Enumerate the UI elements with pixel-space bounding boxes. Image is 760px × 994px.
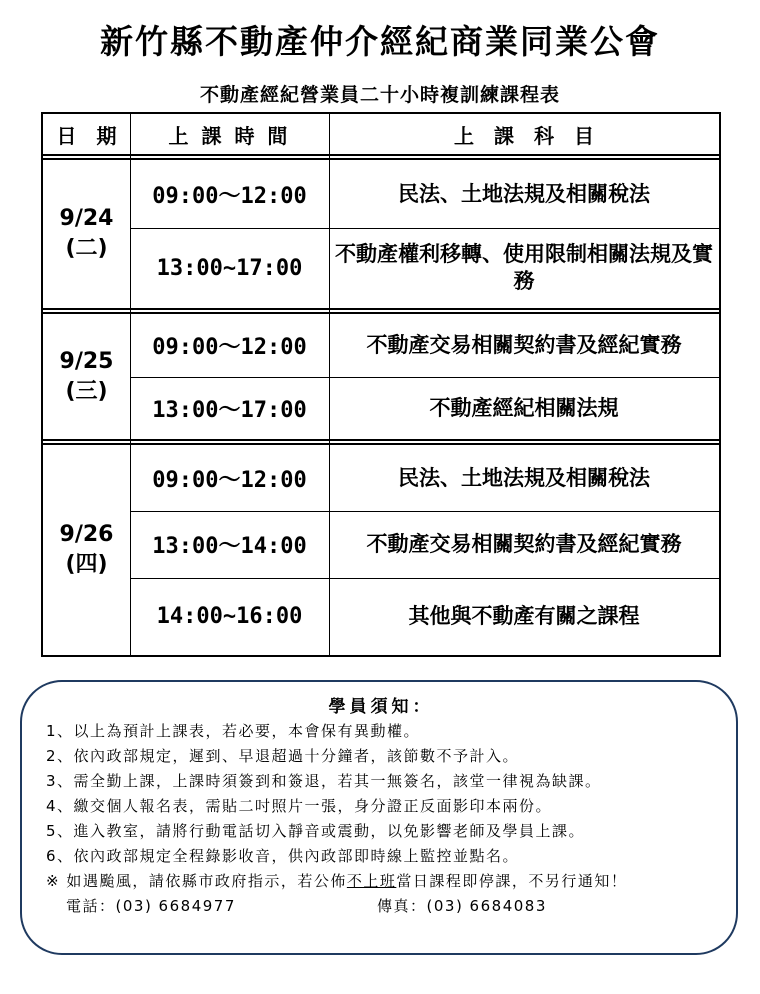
- column-divider: [130, 114, 131, 655]
- weekday-value: (三): [65, 378, 108, 404]
- notice-item: 3、需全勤上課，上課時須簽到和簽退，若其一無簽名，該堂一律視為缺課。: [46, 772, 602, 790]
- session-subject: 不動產經紀相關法規: [429, 395, 619, 420]
- typhoon-underlined: 不上班: [346, 872, 397, 890]
- date-value: 9/25: [59, 348, 114, 374]
- notice-item: 5、進入教室，請將行動電話切入靜音或震動，以免影響老師及學員上課。: [46, 822, 586, 840]
- weekday-value: (二): [65, 236, 108, 261]
- student-notice-box: [20, 680, 738, 955]
- date-cell: [43, 445, 130, 655]
- header-date: 日 期: [56, 123, 117, 148]
- page-title: 新竹縣不動產仲介經紀商業同業公會: [100, 22, 660, 61]
- date-value: 9/24: [59, 206, 114, 231]
- notice-item: 2、依內政部規定，遲到、早退超過十分鐘者，該節數不予計入。: [46, 747, 520, 765]
- row-divider: [43, 308, 719, 310]
- session-time: 13:00～17:00: [152, 397, 307, 423]
- row-divider: [43, 158, 719, 160]
- typhoon-notice: [46, 870, 627, 891]
- phone-number: 電話：(03) 6684977: [66, 897, 236, 915]
- typhoon-suffix: 當日課程即停課，不另行通知！: [396, 872, 628, 890]
- notice-item: 4、繳交個人報名表，需貼二吋照片一張，身分證正反面影印本兩份。: [46, 797, 553, 815]
- notice-title: 學員須知：: [328, 697, 434, 717]
- row-divider: [130, 511, 719, 512]
- session-subject: 不動產權利移轉、使用限制相關法規及實務: [335, 242, 713, 293]
- row-divider: [43, 439, 719, 441]
- session-subject: 不動產交易相關契約書及經紀實務: [366, 532, 682, 556]
- session-time: 13:00～14:00: [152, 534, 307, 559]
- schedule-table: [41, 112, 721, 657]
- row-divider: [130, 377, 719, 378]
- weekday-value: (四): [65, 552, 108, 577]
- session-time: 13:00~17:00: [156, 255, 303, 281]
- column-divider: [329, 114, 330, 655]
- row-divider: [43, 154, 719, 156]
- header-time: 上 課 時 間: [168, 123, 291, 148]
- date-cell: [43, 314, 130, 439]
- session-time: 09:00～12:00: [152, 335, 307, 360]
- header-subject: 上 課 科 目: [454, 123, 594, 148]
- row-divider: [130, 578, 719, 579]
- notice-item: 6、依內政部規定全程錄影收音，供內政部即時線上監控並點名。: [46, 847, 520, 865]
- notice-item: 1、以上為預計上課表，若必要，本會保有異動權。: [46, 722, 421, 740]
- row-divider: [43, 312, 719, 314]
- session-subject: 其他與不動產有關之課程: [408, 604, 640, 628]
- session-time: 14:00~16:00: [156, 604, 303, 629]
- fax-number: 傳真：(03) 6684083: [377, 897, 547, 915]
- session-subject: 不動產交易相關契約書及經紀實務: [366, 333, 682, 357]
- typhoon-prefix: ※ 如遇颱風，請依縣市政府指示，若公佈: [46, 872, 347, 890]
- row-divider: [130, 228, 719, 229]
- session-subject: 民法、土地法規及相關稅法: [398, 181, 650, 206]
- session-time: 09:00～12:00: [152, 467, 307, 493]
- row-divider: [43, 443, 719, 445]
- date-value: 9/26: [59, 522, 114, 547]
- page-subtitle: 不動產經紀營業員二十小時複訓練課程表: [199, 84, 560, 106]
- date-cell: [43, 160, 130, 308]
- session-time: 09:00～12:00: [152, 183, 307, 209]
- session-subject: 民法、土地法規及相關稅法: [398, 465, 650, 490]
